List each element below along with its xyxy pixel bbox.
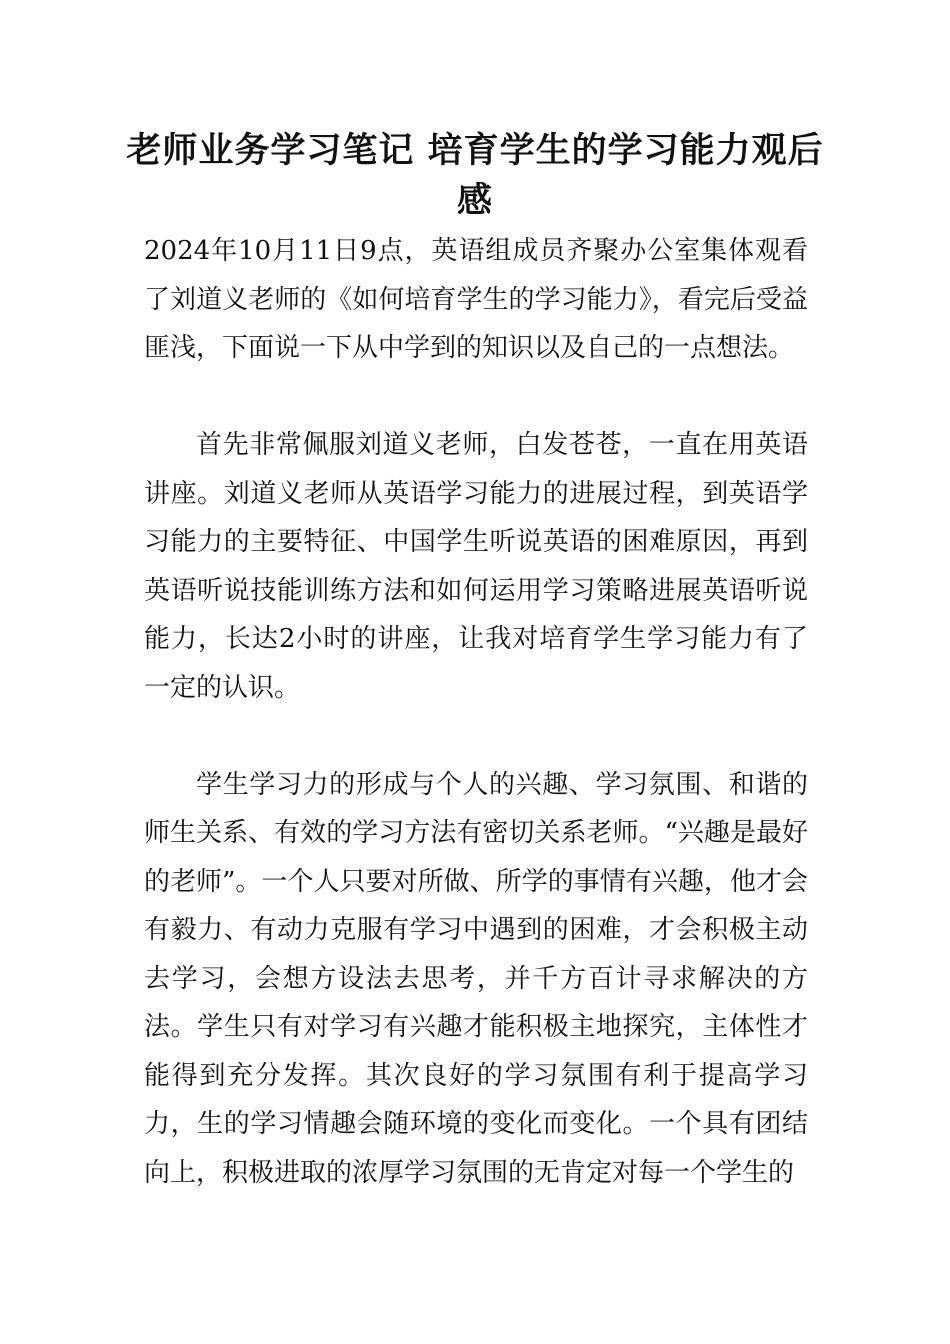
paragraph-learning-ability: 学生学习力的形成与个人的兴趣、学习氛围、和谐的师生关系、有效的学习方法有密切关系老师。“兴趣是最好的老师”。一个人只要对所做、所学的事情有兴趣，他才会有毅力、有动力克服有学习中遇到的困难，才会积极主动去学习，会想方设法去思考，并千方百计寻求解决的方法。学生只有对学习有兴趣才能积极主地探究，主体性才能得到充分发挥。其次良好的学习氛围有利于提高学习力，生的学习情趣会随环境的变化而变化。一个具有团结向上，积极进取的浓厚学习氛围的无肯定对每一个学生的 xyxy=(144,769,808,1188)
paragraph-intro: 2024年10月11日9点，英语组成员齐聚办公室集体观看了刘道义老师的《如何培育学生的学习能力》，看完后受益匪浅，下面说一下从中学到的知识以及自己的一点想法。 xyxy=(144,236,808,363)
paragraph-gap xyxy=(144,373,808,422)
paragraph-admiration: 首先非常佩服刘道义老师，白发苍苍，一直在用英语讲座。刘道义老师从英语学习能力的进展过程，到英语学习能力的主要特征、中国学生听说英语的困难原因，再到英语听说技能训练方法和如何运用学习策略进展英语听说能力，长达2小时的讲座，让我对培育学生学习能力有了一定的认识。 xyxy=(144,430,808,703)
document-title: 老师业务学习笔记 培育学生的学习能力观后感 xyxy=(126,131,824,221)
paragraph-gap xyxy=(144,712,808,761)
document-body xyxy=(144,227,808,1197)
